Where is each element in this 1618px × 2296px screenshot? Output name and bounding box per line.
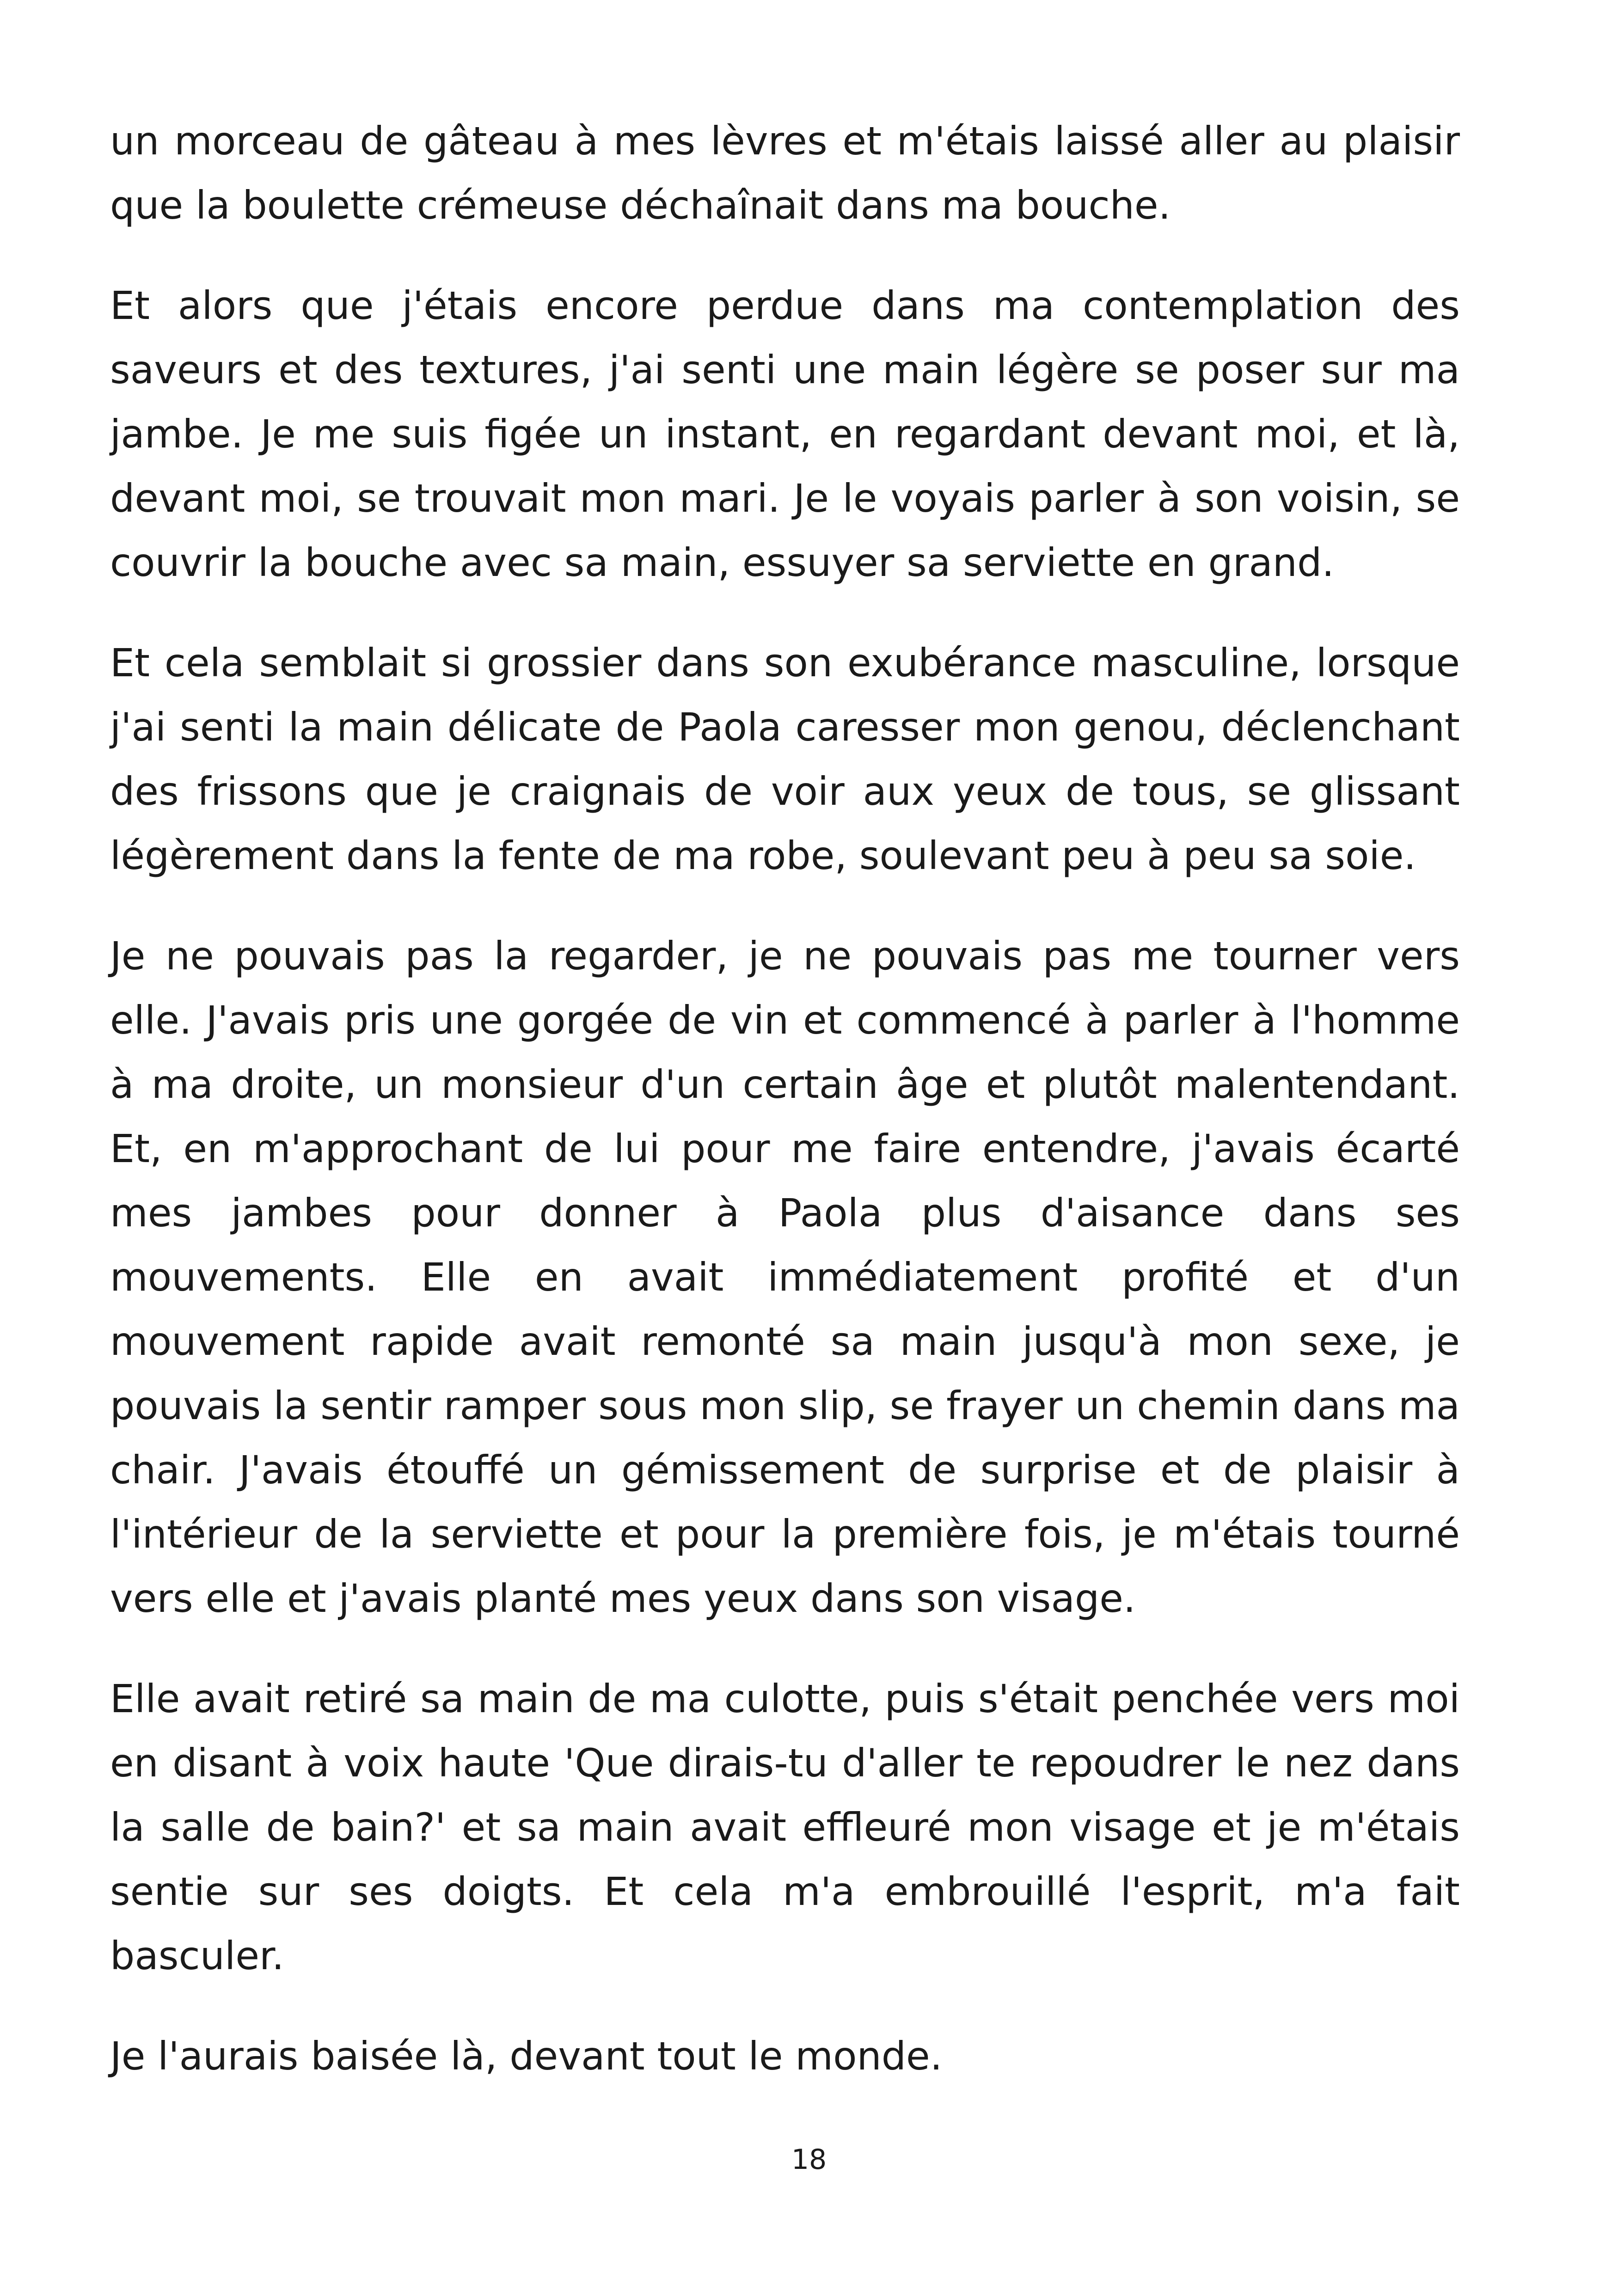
- paragraph-2: Et alors que j'étais encore perdue dans ma contemplation des saveurs et des textures, j'ai senti une main légère se poser sur ma jambe. Je me suis figée un instant, en regardant devant moi, et là, devant moi, se trouvait mon mari. Je le voyais parler à son voisin, se couvrir la bouche avec sa main, essuyer sa serviette en grand.: [110, 283, 1460, 585]
- page-number: 18: [791, 2143, 827, 2176]
- paragraph-6: Je l'aurais baisée là, devant tout le monde.: [110, 2033, 943, 2079]
- document-body: [110, 109, 1460, 2125]
- paragraph-1: un morceau de gâteau à mes lèvres et m'étais laissé aller au plaisir que la boulette crémeuse déchaînait dans ma bouche.: [110, 118, 1460, 228]
- paragraph-4: Je ne pouvais pas la regarder, je ne pouvais pas me tourner vers elle. J'avais pris une gorgée de vin et commencé à parler à l'homme à ma droite, un monsieur d'un certain âge et plutôt malentendant. Et, en m'approchant de lui pour me faire entendre, j'avais écarté mes jambes pour donner à Paola plus d'aisance dans ses mouvements. Elle en avait immédiatement profité et d'un mouvement rapide avait remonté sa main jusqu'à mon sexe, je pouvais la sentir ramper sous mon slip, se frayer un chemin dans ma chair. J'avais étouffé un gémissement de surprise et de plaisir à l'intérieur de la serviette et pour la première fois, je m'étais tourné vers elle et j'avais planté mes yeux dans son visage.: [110, 933, 1460, 1621]
- paragraph-3: Et cela semblait si grossier dans son exubérance masculine, lorsque j'ai senti la main délicate de Paola caresser mon genou, déclenchant des frissons que je craignais de voir aux yeux de tous, se glissant légèrement dans la fente de ma robe, soulevant peu à peu sa soie.: [110, 640, 1460, 878]
- paragraph-5: Elle avait retiré sa main de ma culotte, puis s'était penchée vers moi en disant à voix haute 'Que dirais-tu d'aller te repoudrer le nez dans la salle de bain?' et sa main avait effleuré mon visage et je m'étais sentie sur ses doigts. Et cela m'a embrouillé l'esprit, m'a fait basculer.: [110, 1676, 1460, 1978]
